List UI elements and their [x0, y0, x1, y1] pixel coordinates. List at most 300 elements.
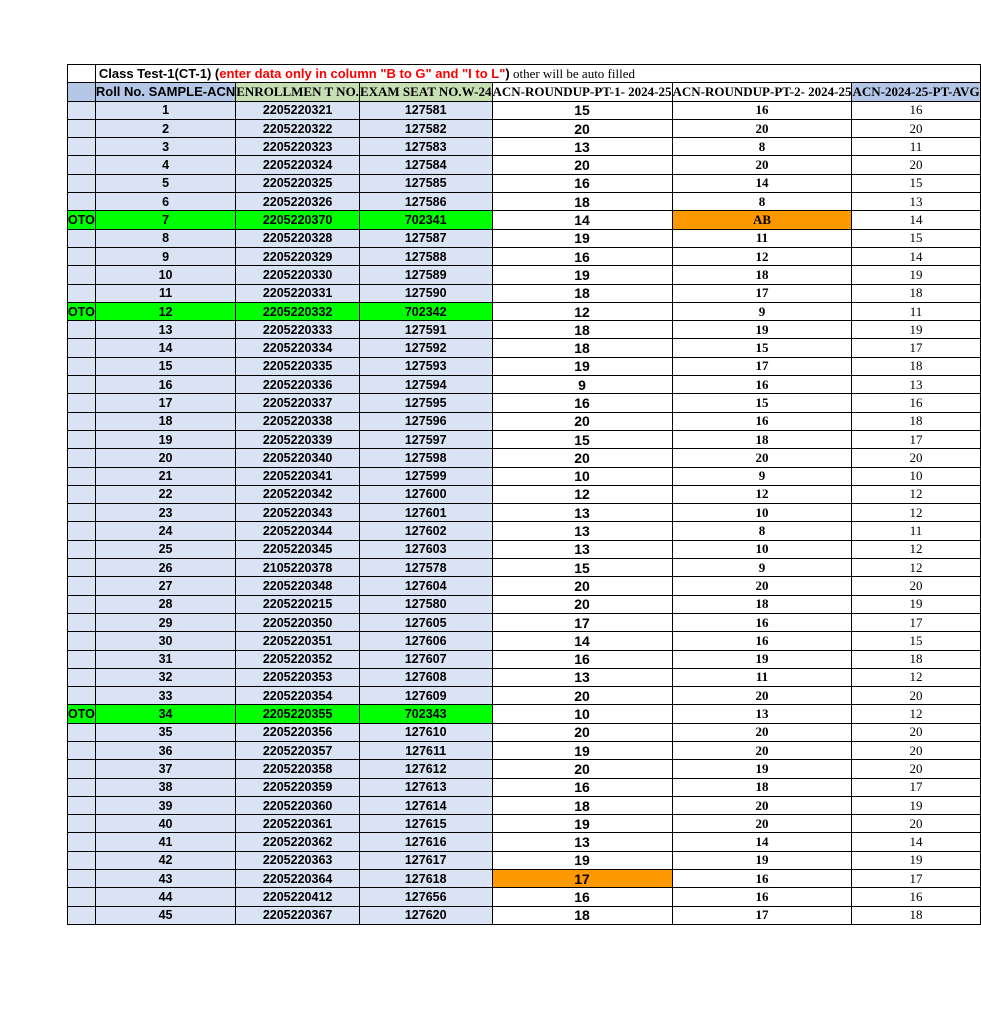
seat-no-cell[interactable]: 127613	[359, 778, 492, 796]
pt-avg-cell[interactable]: 20	[852, 741, 980, 759]
tag-cell[interactable]	[68, 430, 96, 448]
pt2-score-cell[interactable]: 18	[672, 430, 852, 448]
seat-no-cell[interactable]: 127594	[359, 376, 492, 394]
seat-no-cell[interactable]: 127607	[359, 650, 492, 668]
roll-no-cell[interactable]: 22	[95, 485, 235, 503]
pt-avg-cell[interactable]: 19	[852, 321, 980, 339]
pt2-score-cell[interactable]: 20	[672, 156, 852, 174]
enrollment-cell[interactable]: 2205220215	[236, 595, 360, 613]
seat-no-cell[interactable]: 127583	[359, 138, 492, 156]
pt1-score-cell[interactable]: 18	[492, 284, 672, 302]
enrollment-cell[interactable]: 2205220361	[236, 815, 360, 833]
roll-no-cell[interactable]: 27	[95, 577, 235, 595]
roll-no-cell[interactable]: 12	[95, 302, 235, 320]
seat-no-cell[interactable]: 127614	[359, 796, 492, 814]
pt2-score-cell[interactable]: 17	[672, 284, 852, 302]
title-empty-cell[interactable]	[68, 65, 96, 83]
pt1-score-cell[interactable]: 16	[492, 247, 672, 265]
pt2-score-cell[interactable]: 14	[672, 174, 852, 192]
enrollment-cell[interactable]: 2205220331	[236, 284, 360, 302]
tag-cell[interactable]	[68, 723, 96, 741]
seat-no-cell[interactable]: 127612	[359, 760, 492, 778]
pt2-score-cell[interactable]: 11	[672, 668, 852, 686]
pt1-score-cell[interactable]: 19	[492, 229, 672, 247]
seat-no-cell[interactable]: 127601	[359, 504, 492, 522]
enrollment-cell[interactable]: 2205220360	[236, 796, 360, 814]
enrollment-cell[interactable]: 2205220324	[236, 156, 360, 174]
sheet-title[interactable]	[95, 65, 980, 83]
pt2-score-cell[interactable]: 20	[672, 119, 852, 137]
enrollment-cell[interactable]: 2205220334	[236, 339, 360, 357]
seat-no-cell[interactable]: 127589	[359, 266, 492, 284]
seat-no-cell[interactable]: 702343	[359, 705, 492, 723]
roll-no-cell[interactable]: 10	[95, 266, 235, 284]
enrollment-cell[interactable]: 2205220412	[236, 888, 360, 906]
pt1-score-cell[interactable]: 13	[492, 504, 672, 522]
roll-no-cell[interactable]: 15	[95, 357, 235, 375]
pt-avg-cell[interactable]: 15	[852, 229, 980, 247]
enrollment-cell[interactable]: 2205220354	[236, 687, 360, 705]
roll-no-cell[interactable]: 45	[95, 906, 235, 924]
tag-cell[interactable]	[68, 394, 96, 412]
seat-no-cell[interactable]: 127596	[359, 412, 492, 430]
pt1-score-cell[interactable]: 15	[492, 559, 672, 577]
pt2-score-cell[interactable]: 16	[672, 870, 852, 888]
roll-no-cell[interactable]: 40	[95, 815, 235, 833]
seat-no-cell[interactable]: 127593	[359, 357, 492, 375]
seat-no-cell[interactable]: 127617	[359, 851, 492, 869]
enrollment-cell[interactable]: 2205220343	[236, 504, 360, 522]
pt1-score-cell[interactable]: 15	[492, 430, 672, 448]
enrollment-cell[interactable]: 2205220341	[236, 467, 360, 485]
pt1-score-cell[interactable]: 16	[492, 650, 672, 668]
pt2-score-cell[interactable]: 13	[672, 705, 852, 723]
enrollment-cell[interactable]: 2205220342	[236, 485, 360, 503]
enrollment-cell[interactable]: 2105220378	[236, 559, 360, 577]
roll-no-cell[interactable]: 28	[95, 595, 235, 613]
pt1-score-cell[interactable]: 19	[492, 851, 672, 869]
pt2-score-cell[interactable]: 18	[672, 266, 852, 284]
seat-no-cell[interactable]: 127656	[359, 888, 492, 906]
seat-no-cell[interactable]: 127620	[359, 906, 492, 924]
pt-avg-cell[interactable]: 17	[852, 339, 980, 357]
pt2-score-cell[interactable]: 9	[672, 559, 852, 577]
enrollment-cell[interactable]: 2205220353	[236, 668, 360, 686]
pt1-score-cell[interactable]: 12	[492, 302, 672, 320]
roll-no-cell[interactable]: 11	[95, 284, 235, 302]
pt1-score-cell[interactable]: 19	[492, 815, 672, 833]
enrollment-cell[interactable]: 2205220336	[236, 376, 360, 394]
tag-cell[interactable]	[68, 504, 96, 522]
tag-cell[interactable]	[68, 595, 96, 613]
enrollment-cell[interactable]: 2205220329	[236, 247, 360, 265]
roll-no-cell[interactable]: 7	[95, 211, 235, 229]
pt2-score-cell[interactable]: 19	[672, 851, 852, 869]
pt1-score-cell[interactable]: 20	[492, 119, 672, 137]
roll-no-cell[interactable]: 31	[95, 650, 235, 668]
tag-cell[interactable]	[68, 284, 96, 302]
enrollment-cell[interactable]: 2205220356	[236, 723, 360, 741]
seat-no-cell[interactable]: 127604	[359, 577, 492, 595]
roll-no-cell[interactable]: 34	[95, 705, 235, 723]
enrollment-cell[interactable]: 2205220358	[236, 760, 360, 778]
roll-no-cell[interactable]: 3	[95, 138, 235, 156]
pt1-score-cell[interactable]: 14	[492, 211, 672, 229]
tag-cell[interactable]: OTO	[68, 211, 96, 229]
pt-avg-cell[interactable]: 14	[852, 833, 980, 851]
header-tag[interactable]	[68, 83, 96, 101]
roll-no-cell[interactable]: 26	[95, 559, 235, 577]
seat-no-cell[interactable]: 127599	[359, 467, 492, 485]
pt-avg-cell[interactable]: 20	[852, 760, 980, 778]
header-pt2[interactable]: ACN-ROUNDUP-PT-2- 2024-25	[672, 83, 852, 101]
roll-no-cell[interactable]: 9	[95, 247, 235, 265]
roll-no-cell[interactable]: 16	[95, 376, 235, 394]
tag-cell[interactable]	[68, 906, 96, 924]
header-exam-seat-no[interactable]: EXAM SEAT NO.W-24	[359, 83, 492, 101]
pt2-score-cell[interactable]: 20	[672, 687, 852, 705]
tag-cell[interactable]	[68, 778, 96, 796]
enrollment-cell[interactable]: 2205220359	[236, 778, 360, 796]
roll-no-cell[interactable]: 20	[95, 449, 235, 467]
pt1-score-cell[interactable]: 14	[492, 632, 672, 650]
enrollment-cell[interactable]: 2205220321	[236, 101, 360, 119]
pt2-score-cell[interactable]: 17	[672, 906, 852, 924]
roll-no-cell[interactable]: 19	[95, 430, 235, 448]
seat-no-cell[interactable]: 127582	[359, 119, 492, 137]
tag-cell[interactable]	[68, 851, 96, 869]
roll-no-cell[interactable]: 44	[95, 888, 235, 906]
tag-cell[interactable]	[68, 522, 96, 540]
seat-no-cell[interactable]: 127606	[359, 632, 492, 650]
pt-avg-cell[interactable]: 11	[852, 302, 980, 320]
header-roll-no[interactable]: Roll No. SAMPLE-ACN	[95, 83, 235, 101]
roll-no-cell[interactable]: 17	[95, 394, 235, 412]
pt2-score-cell[interactable]: 17	[672, 357, 852, 375]
enrollment-cell[interactable]: 2205220370	[236, 211, 360, 229]
pt1-score-cell[interactable]: 17	[492, 613, 672, 631]
enrollment-cell[interactable]: 2205220348	[236, 577, 360, 595]
pt-avg-cell[interactable]: 11	[852, 138, 980, 156]
seat-no-cell[interactable]: 127578	[359, 559, 492, 577]
pt1-score-cell[interactable]: 9	[492, 376, 672, 394]
enrollment-cell[interactable]: 2205220367	[236, 906, 360, 924]
pt1-score-cell[interactable]: 20	[492, 723, 672, 741]
pt-avg-cell[interactable]: 20	[852, 577, 980, 595]
pt2-score-cell[interactable]: 16	[672, 632, 852, 650]
pt-avg-cell[interactable]: 20	[852, 815, 980, 833]
pt2-score-cell[interactable]: 16	[672, 613, 852, 631]
roll-no-cell[interactable]: 24	[95, 522, 235, 540]
pt1-score-cell[interactable]: 13	[492, 668, 672, 686]
enrollment-cell[interactable]: 2205220344	[236, 522, 360, 540]
pt2-score-cell[interactable]: 10	[672, 540, 852, 558]
pt2-score-cell[interactable]: 8	[672, 138, 852, 156]
pt-avg-cell[interactable]: 20	[852, 687, 980, 705]
enrollment-cell[interactable]: 2205220323	[236, 138, 360, 156]
pt2-score-cell[interactable]: 19	[672, 760, 852, 778]
pt2-score-cell[interactable]: 18	[672, 595, 852, 613]
roll-no-cell[interactable]: 32	[95, 668, 235, 686]
pt2-score-cell[interactable]: 10	[672, 504, 852, 522]
enrollment-cell[interactable]: 2205220322	[236, 119, 360, 137]
pt1-score-cell[interactable]: 18	[492, 796, 672, 814]
seat-no-cell[interactable]: 127586	[359, 193, 492, 211]
pt-avg-cell[interactable]: 14	[852, 247, 980, 265]
enrollment-cell[interactable]: 2205220332	[236, 302, 360, 320]
enrollment-cell[interactable]: 2205220364	[236, 870, 360, 888]
pt1-score-cell[interactable]: 16	[492, 394, 672, 412]
roll-no-cell[interactable]: 43	[95, 870, 235, 888]
pt-avg-cell[interactable]: 11	[852, 522, 980, 540]
seat-no-cell[interactable]: 127598	[359, 449, 492, 467]
pt1-score-cell[interactable]: 20	[492, 687, 672, 705]
enrollment-cell[interactable]: 2205220351	[236, 632, 360, 650]
tag-cell[interactable]	[68, 174, 96, 192]
pt-avg-cell[interactable]: 19	[852, 796, 980, 814]
pt1-score-cell[interactable]: 13	[492, 833, 672, 851]
seat-no-cell[interactable]: 127610	[359, 723, 492, 741]
pt2-score-cell[interactable]: 12	[672, 485, 852, 503]
seat-no-cell[interactable]: 127608	[359, 668, 492, 686]
pt1-score-cell[interactable]: 16	[492, 778, 672, 796]
pt-avg-cell[interactable]: 20	[852, 156, 980, 174]
pt2-score-cell[interactable]: 20	[672, 796, 852, 814]
tag-cell[interactable]	[68, 229, 96, 247]
seat-no-cell[interactable]: 127584	[359, 156, 492, 174]
roll-no-cell[interactable]: 5	[95, 174, 235, 192]
pt1-score-cell[interactable]: 18	[492, 906, 672, 924]
tag-cell[interactable]	[68, 485, 96, 503]
enrollment-cell[interactable]: 2205220337	[236, 394, 360, 412]
tag-cell[interactable]	[68, 668, 96, 686]
roll-no-cell[interactable]: 35	[95, 723, 235, 741]
pt-avg-cell[interactable]: 20	[852, 449, 980, 467]
enrollment-cell[interactable]: 2205220326	[236, 193, 360, 211]
pt2-score-cell[interactable]: 9	[672, 302, 852, 320]
pt1-score-cell[interactable]: 19	[492, 266, 672, 284]
roll-no-cell[interactable]: 33	[95, 687, 235, 705]
enrollment-cell[interactable]: 2205220352	[236, 650, 360, 668]
pt-avg-cell[interactable]: 13	[852, 193, 980, 211]
roll-no-cell[interactable]: 2	[95, 119, 235, 137]
roll-no-cell[interactable]: 41	[95, 833, 235, 851]
pt1-score-cell[interactable]: 10	[492, 705, 672, 723]
pt2-score-cell[interactable]: 16	[672, 101, 852, 119]
pt2-score-cell[interactable]: 8	[672, 193, 852, 211]
enrollment-cell[interactable]: 2205220340	[236, 449, 360, 467]
tag-cell[interactable]	[68, 559, 96, 577]
seat-no-cell[interactable]: 702342	[359, 302, 492, 320]
roll-no-cell[interactable]: 23	[95, 504, 235, 522]
pt-avg-cell[interactable]: 18	[852, 284, 980, 302]
pt1-score-cell[interactable]: 16	[492, 174, 672, 192]
tag-cell[interactable]	[68, 266, 96, 284]
tag-cell[interactable]	[68, 376, 96, 394]
seat-no-cell[interactable]: 127597	[359, 430, 492, 448]
roll-no-cell[interactable]: 30	[95, 632, 235, 650]
pt-avg-cell[interactable]: 18	[852, 906, 980, 924]
pt-avg-cell[interactable]: 10	[852, 467, 980, 485]
roll-no-cell[interactable]: 38	[95, 778, 235, 796]
pt-avg-cell[interactable]: 17	[852, 430, 980, 448]
pt2-score-cell[interactable]: 19	[672, 321, 852, 339]
enrollment-cell[interactable]: 2205220330	[236, 266, 360, 284]
pt-avg-cell[interactable]: 19	[852, 266, 980, 284]
pt1-score-cell[interactable]: 13	[492, 138, 672, 156]
tag-cell[interactable]	[68, 613, 96, 631]
roll-no-cell[interactable]: 14	[95, 339, 235, 357]
seat-no-cell[interactable]: 127616	[359, 833, 492, 851]
pt-avg-cell[interactable]: 15	[852, 632, 980, 650]
pt1-score-cell[interactable]: 20	[492, 449, 672, 467]
roll-no-cell[interactable]: 4	[95, 156, 235, 174]
tag-cell[interactable]	[68, 321, 96, 339]
pt1-score-cell[interactable]: 12	[492, 485, 672, 503]
pt1-score-cell[interactable]: 10	[492, 467, 672, 485]
tag-cell[interactable]	[68, 119, 96, 137]
roll-no-cell[interactable]: 18	[95, 412, 235, 430]
tag-cell[interactable]	[68, 412, 96, 430]
pt1-score-cell[interactable]: 18	[492, 321, 672, 339]
tag-cell[interactable]	[68, 687, 96, 705]
roll-no-cell[interactable]: 6	[95, 193, 235, 211]
pt-avg-cell[interactable]: 18	[852, 650, 980, 668]
header-pt1[interactable]: ACN-ROUNDUP-PT-1- 2024-25	[492, 83, 672, 101]
pt-avg-cell[interactable]: 17	[852, 870, 980, 888]
pt2-score-cell[interactable]: 20	[672, 741, 852, 759]
seat-no-cell[interactable]: 127590	[359, 284, 492, 302]
pt-avg-cell[interactable]: 20	[852, 119, 980, 137]
pt2-score-cell[interactable]: AB	[672, 211, 852, 229]
enrollment-cell[interactable]: 2205220355	[236, 705, 360, 723]
tag-cell[interactable]	[68, 888, 96, 906]
enrollment-cell[interactable]: 2205220333	[236, 321, 360, 339]
seat-no-cell[interactable]: 127615	[359, 815, 492, 833]
roll-no-cell[interactable]: 39	[95, 796, 235, 814]
pt2-score-cell[interactable]: 12	[672, 247, 852, 265]
pt1-score-cell[interactable]: 20	[492, 760, 672, 778]
seat-no-cell[interactable]: 127600	[359, 485, 492, 503]
roll-no-cell[interactable]: 37	[95, 760, 235, 778]
pt-avg-cell[interactable]: 12	[852, 485, 980, 503]
roll-no-cell[interactable]: 42	[95, 851, 235, 869]
pt2-score-cell[interactable]: 20	[672, 723, 852, 741]
pt2-score-cell[interactable]: 20	[672, 815, 852, 833]
pt2-score-cell[interactable]: 14	[672, 833, 852, 851]
pt-avg-cell[interactable]: 18	[852, 357, 980, 375]
pt-avg-cell[interactable]: 17	[852, 613, 980, 631]
tag-cell[interactable]	[68, 760, 96, 778]
tag-cell[interactable]	[68, 815, 96, 833]
seat-no-cell[interactable]: 127592	[359, 339, 492, 357]
pt2-score-cell[interactable]: 9	[672, 467, 852, 485]
pt2-score-cell[interactable]: 16	[672, 888, 852, 906]
seat-no-cell[interactable]: 127611	[359, 741, 492, 759]
pt-avg-cell[interactable]: 16	[852, 394, 980, 412]
tag-cell[interactable]	[68, 540, 96, 558]
seat-no-cell[interactable]: 127618	[359, 870, 492, 888]
roll-no-cell[interactable]: 36	[95, 741, 235, 759]
tag-cell[interactable]	[68, 101, 96, 119]
roll-no-cell[interactable]: 25	[95, 540, 235, 558]
pt1-score-cell[interactable]: 13	[492, 522, 672, 540]
pt2-score-cell[interactable]: 20	[672, 449, 852, 467]
enrollment-cell[interactable]: 2205220363	[236, 851, 360, 869]
seat-no-cell[interactable]: 127609	[359, 687, 492, 705]
seat-no-cell[interactable]: 127595	[359, 394, 492, 412]
enrollment-cell[interactable]: 2205220345	[236, 540, 360, 558]
pt-avg-cell[interactable]: 12	[852, 540, 980, 558]
seat-no-cell[interactable]: 127581	[359, 101, 492, 119]
pt1-score-cell[interactable]: 19	[492, 357, 672, 375]
pt-avg-cell[interactable]: 17	[852, 778, 980, 796]
pt-avg-cell[interactable]: 20	[852, 723, 980, 741]
pt-avg-cell[interactable]: 14	[852, 211, 980, 229]
pt1-score-cell[interactable]: 20	[492, 577, 672, 595]
tag-cell[interactable]	[68, 247, 96, 265]
pt2-score-cell[interactable]: 16	[672, 376, 852, 394]
pt-avg-cell[interactable]: 12	[852, 705, 980, 723]
tag-cell[interactable]	[68, 357, 96, 375]
enrollment-cell[interactable]: 2205220338	[236, 412, 360, 430]
tag-cell[interactable]	[68, 193, 96, 211]
pt2-score-cell[interactable]: 16	[672, 412, 852, 430]
pt-avg-cell[interactable]: 12	[852, 559, 980, 577]
pt-avg-cell[interactable]: 12	[852, 504, 980, 522]
seat-no-cell[interactable]: 127591	[359, 321, 492, 339]
pt-avg-cell[interactable]: 19	[852, 851, 980, 869]
pt1-score-cell[interactable]: 15	[492, 101, 672, 119]
tag-cell[interactable]	[68, 796, 96, 814]
pt-avg-cell[interactable]: 13	[852, 376, 980, 394]
enrollment-cell[interactable]: 2205220362	[236, 833, 360, 851]
pt2-score-cell[interactable]: 20	[672, 577, 852, 595]
tag-cell[interactable]	[68, 741, 96, 759]
pt1-score-cell[interactable]: 20	[492, 156, 672, 174]
seat-no-cell[interactable]: 127585	[359, 174, 492, 192]
pt2-score-cell[interactable]: 18	[672, 778, 852, 796]
pt1-score-cell[interactable]: 19	[492, 741, 672, 759]
seat-no-cell[interactable]: 127603	[359, 540, 492, 558]
pt2-score-cell[interactable]: 19	[672, 650, 852, 668]
roll-no-cell[interactable]: 1	[95, 101, 235, 119]
enrollment-cell[interactable]: 2205220328	[236, 229, 360, 247]
enrollment-cell[interactable]: 2205220357	[236, 741, 360, 759]
roll-no-cell[interactable]: 21	[95, 467, 235, 485]
tag-cell[interactable]: OTO	[68, 302, 96, 320]
pt2-score-cell[interactable]: 15	[672, 394, 852, 412]
seat-no-cell[interactable]: 127587	[359, 229, 492, 247]
tag-cell[interactable]	[68, 138, 96, 156]
pt2-score-cell[interactable]: 8	[672, 522, 852, 540]
seat-no-cell[interactable]: 127588	[359, 247, 492, 265]
pt2-score-cell[interactable]: 11	[672, 229, 852, 247]
tag-cell[interactable]	[68, 577, 96, 595]
pt1-score-cell[interactable]: 17	[492, 870, 672, 888]
tag-cell[interactable]	[68, 833, 96, 851]
roll-no-cell[interactable]: 29	[95, 613, 235, 631]
pt1-score-cell[interactable]: 20	[492, 412, 672, 430]
header-enrollment-no[interactable]: ENROLLMEN T NO.	[236, 83, 360, 101]
roll-no-cell[interactable]: 13	[95, 321, 235, 339]
pt1-score-cell[interactable]: 20	[492, 595, 672, 613]
tag-cell[interactable]	[68, 449, 96, 467]
tag-cell[interactable]	[68, 650, 96, 668]
seat-no-cell[interactable]: 702341	[359, 211, 492, 229]
roll-no-cell[interactable]: 8	[95, 229, 235, 247]
pt1-score-cell[interactable]: 18	[492, 339, 672, 357]
